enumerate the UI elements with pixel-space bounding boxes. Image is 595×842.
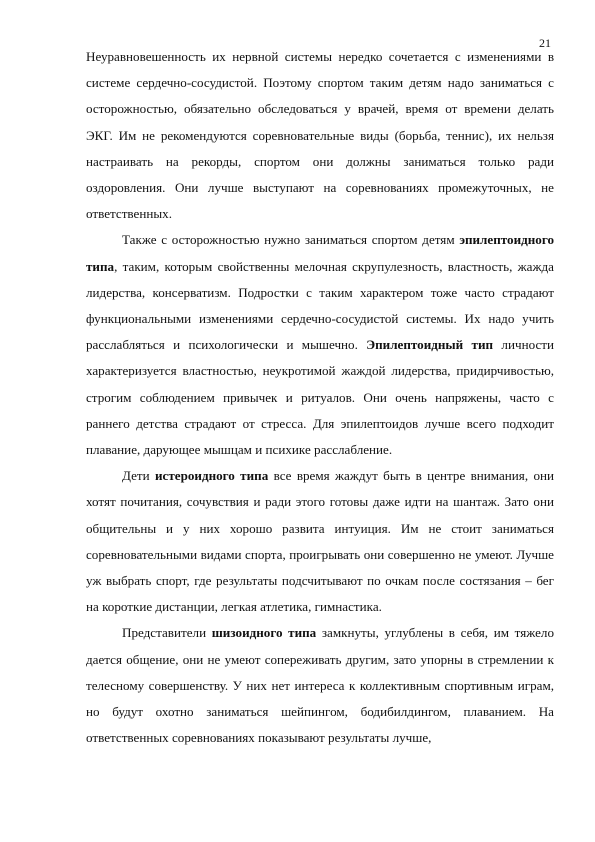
paragraph-text: все время жаждут быть в центре внимания, они хотят почитания, сочувствия и ради этого готовы даже идти на шантаж. Зато они общительны и у них хорошо развита интуиция. Им не стоит заниматься соревновательными видами спорта, проигрывать они совершенно не умеют. Лучше уж выбрать спорт, где результаты подсчитывают по очкам после состязания – бег на короткие дистанции, легкая атлетика, гимнастика.	[86, 468, 555, 615]
paragraph-2	[86, 227, 554, 463]
bold-term: эпилептоидного типа	[86, 232, 554, 274]
paragraph-4	[86, 620, 554, 751]
paragraph-text: , таким, которым свойственны мелочная скрупулезность, властность, жажда лидерства, консерватизм. Подростки с таким характером тоже часто страдают функциональными изменениями сердечно-сосудистой системы. Их надо учить расслабляться и психологически и мышечно.	[86, 258, 554, 353]
paragraph-text: Неуравновешенность их нервной системы нередко сочетается с изменениями в системе сердечно-сосудистой. Поэтому спортом таким детям надо заниматься с осторожностью, обязательно обследоваться у врачей, время от времени делать ЭКГ. Им не рекомендуются соревновательные виды (борьба, теннис), их нельзя настраивать на рекорды, спортом они должны заниматься только ради оздоровления. Они лучше выступают на соревнованиях промежуточных, не ответственных.	[86, 49, 554, 222]
paragraph-text: Представители	[122, 625, 212, 641]
paragraph-text: замкнуты, углублены в себя, им тяжело дается общение, они не умеют сопереживать другим, зато упорны в стремлении к телесному совершенству. У них нет интереса к коллективным спортивным играм, но будут охотно заниматься шейпингом, бодибилдингом, плаванием. На ответственных соревнованиях показывают результаты лучше,	[86, 625, 554, 746]
paragraph-1	[86, 44, 554, 227]
paragraph-text: Также с осторожностью нужно заниматься спортом детям	[122, 232, 460, 248]
paragraph-text: Дети	[122, 468, 155, 484]
bold-term: истероидного типа	[154, 468, 269, 484]
paragraph-text: личности характеризуется властностью, неукротимой жаждой лидерства, придирчивостью, строгим соблюдением привычек и ритуалов. Они очень напряжены, часто с раннего детства страдают от стресса. Для эпилептоидов лучше всего подходит плавание, дарующее мышцам и психике расслабление.	[86, 337, 554, 458]
page-number: 21	[539, 36, 551, 50]
bold-term: шизоидного типа	[211, 625, 317, 641]
document-body	[86, 44, 554, 751]
bold-term: Эпилептоидный тип	[366, 337, 494, 353]
paragraph-3	[86, 463, 554, 620]
